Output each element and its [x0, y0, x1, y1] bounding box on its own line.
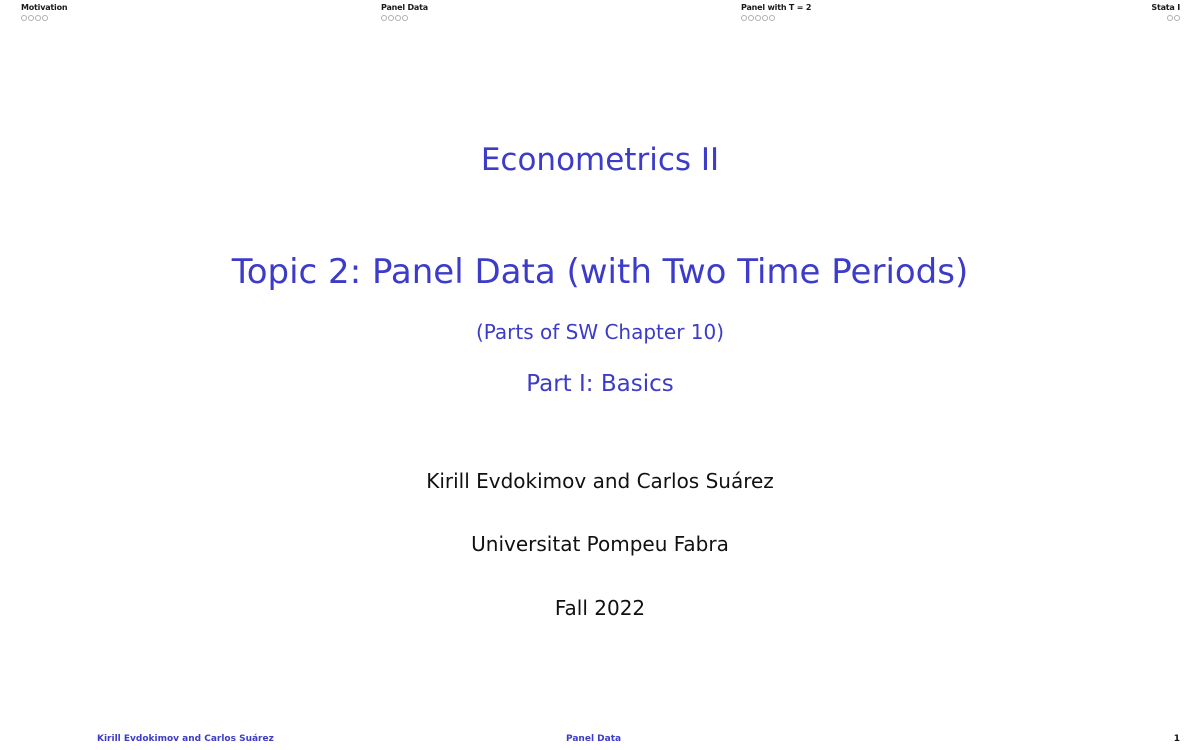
nav-section-panel-data[interactable]	[381, 3, 428, 21]
nav-slide-dot[interactable]	[741, 15, 747, 21]
nav-slide-dot[interactable]	[28, 15, 34, 21]
nav-section-label[interactable]: Panel Data	[381, 3, 428, 12]
nav-slide-dot[interactable]	[35, 15, 41, 21]
footer-authors: Kirill Evdokimov and Carlos Suárez	[97, 734, 274, 744]
nav-slide-dots	[381, 15, 428, 21]
nav-section-label[interactable]: Panel with T = 2	[741, 3, 812, 12]
part-subtitle: Part I: Basics	[526, 371, 674, 397]
footer-title: Panel Data	[566, 734, 622, 744]
nav-slide-dots	[1167, 15, 1180, 21]
nav-slide-dot[interactable]	[762, 15, 768, 21]
nav-section-panel-t2[interactable]	[741, 3, 811, 21]
nav-slide-dot[interactable]	[402, 15, 408, 21]
nav-section-label[interactable]: Stata I	[1151, 3, 1180, 12]
topic-title: Topic 2: Panel Data (with Two Time Periods)	[231, 252, 969, 292]
nav-slide-dot[interactable]	[21, 15, 27, 21]
nav-slide-dots	[21, 15, 67, 21]
nav-slide-dot[interactable]	[388, 15, 394, 21]
section-navigation	[0, 3, 1200, 35]
nav-slide-dot[interactable]	[42, 15, 48, 21]
institution: Universitat Pompeu Fabra	[471, 532, 729, 556]
nav-slide-dot[interactable]	[1167, 15, 1173, 21]
nav-section-stata[interactable]	[1151, 3, 1180, 21]
nav-section-label[interactable]: Motivation	[21, 3, 68, 12]
nav-slide-dot[interactable]	[1174, 15, 1180, 21]
term: Fall 2022	[554, 596, 646, 620]
nav-section-motivation[interactable]	[21, 3, 67, 21]
nav-slide-dot[interactable]	[755, 15, 761, 21]
course-title: Econometrics II	[480, 142, 720, 178]
chapter-reference: (Parts of SW Chapter 10)	[475, 320, 725, 344]
nav-slide-dot[interactable]	[748, 15, 754, 21]
authors: Kirill Evdokimov and Carlos Suárez	[426, 469, 774, 493]
footer	[0, 734, 1200, 748]
nav-slide-dot[interactable]	[381, 15, 387, 21]
page-number: 1	[1173, 734, 1180, 744]
nav-slide-dots	[741, 15, 811, 21]
nav-slide-dot[interactable]	[769, 15, 775, 21]
nav-slide-dot[interactable]	[395, 15, 401, 21]
